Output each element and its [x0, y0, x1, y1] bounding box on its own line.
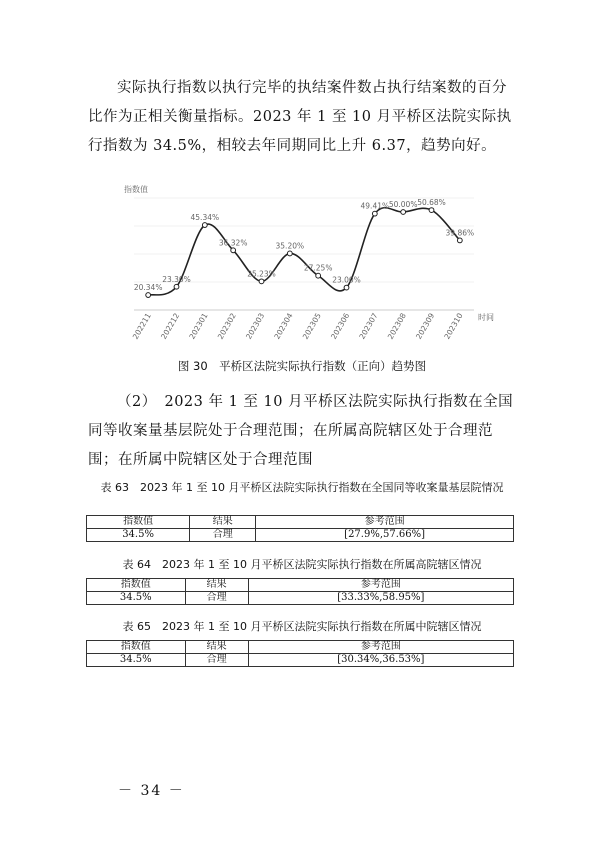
data-label: 35.20%	[275, 241, 305, 251]
data-label: 23.30%	[162, 274, 191, 284]
table-65	[86, 640, 514, 667]
cell-result: 合理	[190, 529, 256, 542]
x-tick-label: 202308	[385, 311, 408, 341]
data-point	[372, 211, 377, 216]
data-point	[202, 223, 207, 228]
x-tick-label: 202212	[159, 311, 182, 341]
x-tick-label: 202310	[442, 311, 465, 341]
cell-reference-range: [33.33%,58.95%]	[248, 592, 513, 605]
data-label: 49.41%	[360, 201, 390, 211]
cell-reference-range: [27.9%,57.66%]	[256, 529, 514, 542]
header-result: 结果	[190, 516, 256, 529]
data-point	[146, 293, 151, 298]
header-result: 结果	[185, 641, 248, 654]
data-point	[401, 210, 406, 215]
data-label: 25.23%	[247, 269, 276, 279]
header-result: 结果	[185, 579, 248, 592]
cell-index-value: 34.5%	[87, 654, 186, 667]
data-point	[344, 285, 349, 290]
table-63	[86, 515, 514, 542]
y-axis-label: 指数值	[124, 185, 148, 194]
cell-result: 合理	[185, 654, 248, 667]
x-tick-label: 202211	[130, 311, 153, 341]
table-row	[87, 592, 514, 605]
cell-index-value: 34.5%	[87, 529, 190, 542]
table-63-caption: 表 63 2023 年 1 至 10 月平桥区法院实际执行指数在全国同等收案量基层院情况	[100, 481, 504, 494]
data-label: 39.86%	[445, 228, 475, 238]
page-number: － 34 －	[118, 783, 185, 799]
x-axis-label: 时间	[478, 313, 494, 322]
data-label: 27.25%	[303, 263, 333, 273]
data-point	[174, 284, 179, 289]
data-point	[316, 273, 321, 278]
data-label: 45.34%	[190, 213, 220, 223]
data-label: 23.00%	[332, 275, 361, 285]
table-64-caption: 表 64 2023 年 1 至 10 月平桥区法院实际执行指数在所属高院辖区情况	[122, 558, 482, 571]
x-tick-label: 202304	[272, 311, 295, 341]
data-point	[429, 208, 434, 213]
x-tick-label: 202303	[244, 311, 267, 341]
chart-grid	[134, 198, 474, 310]
table-row	[87, 529, 514, 542]
table-65-caption: 表 65 2023 年 1 至 10 月平桥区法院实际执行指数在所属中院辖区情况	[122, 620, 482, 633]
data-point	[457, 238, 462, 243]
x-tick-label: 202306	[329, 311, 352, 341]
data-label: 50.68%	[417, 198, 446, 208]
table-64	[86, 578, 514, 605]
data-label: 36.32%	[218, 238, 248, 248]
trend-line-chart	[118, 180, 494, 350]
x-tick-labels	[131, 311, 465, 340]
x-tick-label: 202302	[215, 311, 238, 341]
x-tick-label: 202307	[357, 311, 380, 341]
header-reference-range: 参考范围	[248, 641, 513, 654]
x-tick-label: 202301	[187, 311, 210, 341]
figure-caption: 图 30 平桥区法院实际执行指数（正向）趋势图	[177, 359, 427, 373]
cell-reference-range: [30.34%,36.53%]	[248, 654, 513, 667]
cell-result: 合理	[185, 592, 248, 605]
table-row	[87, 654, 514, 667]
header-reference-range: 参考范围	[248, 579, 513, 592]
data-point	[287, 251, 292, 256]
data-point	[259, 279, 264, 284]
x-tick-label: 202309	[414, 311, 437, 341]
header-index-value: 指数值	[87, 516, 190, 529]
data-label: 20.34%	[133, 283, 163, 293]
header-index-value: 指数值	[87, 579, 186, 592]
header-reference-range: 参考范围	[256, 516, 514, 529]
header-index-value: 指数值	[87, 641, 186, 654]
data-label: 50.00%	[388, 200, 418, 209]
data-point	[231, 248, 236, 253]
x-tick-label: 202305	[300, 311, 323, 341]
body-paragraph-2: （2） 2023 年 1 至 10 月平桥区法院实际执行指数在全国同等收案量基层院处于合理范围；在所属高院辖区处于合理范围；在所属中院辖区处于合理范围	[88, 394, 514, 468]
chart-series	[134, 198, 474, 297]
body-paragraph-1: 实际执行指数以执行完毕的执结案件数占执行结案数的百分比作为正相关衡量指标。2023 年 1 至 10 月平桥区法院实际执行指数为 34.5%，相较去年同期同比上升 6.37，趋势向好。	[88, 80, 512, 154]
cell-index-value: 34.5%	[87, 592, 186, 605]
